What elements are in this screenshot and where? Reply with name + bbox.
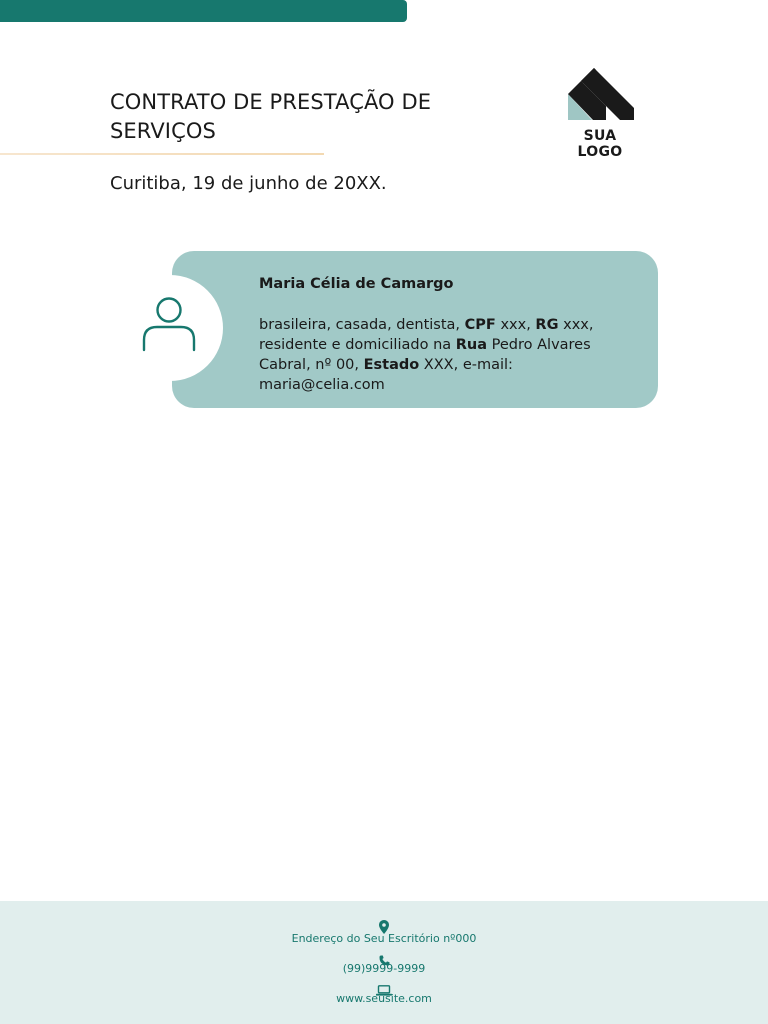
logo-text: SUA LOGO [577,128,623,160]
party-desc-text: xxx, residente e domiciliado na [259,317,594,353]
party-desc-keyword: Estado [363,357,420,373]
company-logo [560,68,640,160]
party-desc-text: brasileira, casada, dentista, [259,317,465,333]
top-accent-bar [0,0,407,22]
footer [0,901,768,1024]
footer-website[interactable]: www.seusite.com [336,992,432,1005]
party-desc-text: XXX, e-mail: maria@celia.com [259,357,513,393]
party-description [259,315,639,395]
party-desc-keyword: Rua [455,337,488,353]
party-name: Maria Célia de Camargo [259,276,454,292]
user-icon [140,296,198,354]
document-title: CONTRATO DE PRESTAÇÃO DE SERVIÇOS [110,90,432,143]
title-divider [0,153,324,155]
party-desc-text: xxx, [495,317,536,333]
party-desc-keyword: CPF [464,317,496,333]
footer-address: Endereço do Seu Escritório nº000 [291,932,477,945]
footer-phone: (99)9999-9999 [342,962,426,975]
date-line: Curitiba, 19 de junho de 20XX. [110,173,387,194]
party-desc-text: Pedro Alvares Cabral, nº 00, [259,337,591,373]
party-desc-keyword: RG [535,317,559,333]
chevron-roof-logo-icon [568,68,634,120]
location-pin-wrapper [0,919,768,933]
